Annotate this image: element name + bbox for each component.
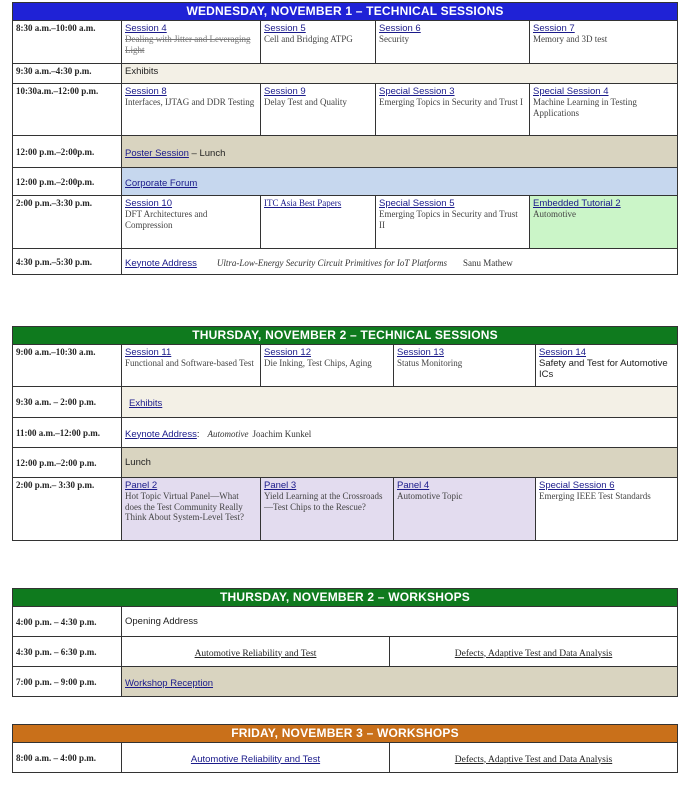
panel-desc: Yield Learning at the Crossroads—Test Chips to the Rescue? <box>264 491 383 512</box>
thursday-workshops-schedule <box>12 588 677 697</box>
time-cell: 12:00 p.m.–2:00p.m. <box>13 168 122 196</box>
keynote-speaker: Sanu Mathew <box>462 257 513 268</box>
time-cell: 8:30 a.m.–10:00 a.m. <box>13 21 122 64</box>
time-cell: 12:00 p.m.–2:00 p.m. <box>13 448 122 478</box>
poster-session-link[interactable]: Poster Session <box>125 147 189 159</box>
session-desc: Status Monitoring <box>397 358 463 368</box>
wednesday-table <box>12 2 678 275</box>
keynote-speaker: Joachim Kunkel <box>252 428 312 439</box>
panel-3-link[interactable]: Panel 3 <box>264 480 297 491</box>
session-7-link[interactable]: Session 7 <box>533 23 575 34</box>
corporate-forum-link[interactable]: Corporate Forum <box>125 177 198 189</box>
friday-workshops-schedule <box>12 724 677 773</box>
keynote-title: Ultra-Low-Energy Security Circuit Primitives for IoT Platforms <box>216 257 447 268</box>
workshop-reception-link[interactable]: Workshop Reception <box>125 677 214 689</box>
time-cell: 4:30 p.m.–5:30 p.m. <box>13 249 122 275</box>
panel-cell <box>394 478 536 541</box>
keynote-link[interactable]: Keynote Address <box>125 257 197 269</box>
session-4-link[interactable]: Session 4 <box>125 23 167 34</box>
session-cell <box>261 196 376 249</box>
defects-adaptive-test-link[interactable]: Defects, Adaptive Test and Data Analysis <box>454 648 613 659</box>
friday-workshops-header: FRIDAY, NOVEMBER 3 – WORKSHOPS <box>13 725 678 743</box>
automotive-reliability-link[interactable]: Automotive Reliability and Test <box>194 648 317 659</box>
session-cell <box>376 84 530 136</box>
time-cell: 9:30 a.m. – 2:00 p.m. <box>13 387 122 418</box>
special-session-5-link[interactable]: Special Session 5 <box>379 198 455 209</box>
session-cell <box>261 84 376 136</box>
special-session-4-link[interactable]: Special Session 4 <box>533 86 609 97</box>
time-cell: 8:00 a.m. – 4:00 p.m. <box>13 743 122 773</box>
time-cell: 4:00 p.m. – 4:30 p.m. <box>13 607 122 637</box>
session-cell <box>261 345 394 387</box>
lunch-label: Lunch <box>199 147 226 159</box>
keynote-link[interactable]: Keynote Address <box>125 428 197 440</box>
workshop-cell <box>390 637 678 667</box>
session-cell <box>376 21 530 64</box>
time-cell: 9:30 a.m.–4:30 p.m. <box>13 64 122 84</box>
special-session-6-link[interactable]: Special Session 6 <box>539 480 615 491</box>
special-session-3-link[interactable]: Special Session 3 <box>379 86 455 97</box>
time-cell: 2:00 p.m.– 3:30 p.m. <box>13 478 122 541</box>
session-13-link[interactable]: Session 13 <box>397 347 445 358</box>
session-cell <box>530 196 678 249</box>
poster-lunch-cell <box>122 136 678 168</box>
reception-cell <box>122 667 678 697</box>
defects-adaptive-test-link[interactable]: Defects, Adaptive Test and Data Analysis <box>454 754 613 765</box>
session-11-link[interactable]: Session 11 <box>125 347 172 358</box>
opening-address-cell: Opening Address <box>122 607 678 637</box>
session-cell <box>536 345 678 387</box>
session-cell <box>376 196 530 249</box>
session-desc: Interfaces, IJTAG and DDR Testing <box>125 97 255 107</box>
exhibits-link[interactable]: Exhibits <box>129 398 163 409</box>
session-cell <box>122 21 261 64</box>
session-5-link[interactable]: Session 5 <box>264 23 306 34</box>
keynote-cell <box>122 418 678 448</box>
workshop-cell <box>122 743 390 773</box>
session-desc: Automotive <box>533 209 576 219</box>
panel-4-link[interactable]: Panel 4 <box>397 480 430 491</box>
session-desc: Emerging Topics in Security and Trust II <box>379 209 518 230</box>
session-desc: Delay Test and Quality <box>264 97 347 107</box>
session-desc: Security <box>379 34 409 44</box>
session-desc: Functional and Software-based Test <box>125 358 254 368</box>
session-cell <box>122 84 261 136</box>
session-9-link[interactable]: Session 9 <box>264 86 306 97</box>
session-desc: Die Inking, Test Chips, Aging <box>264 358 372 368</box>
session-cell <box>530 84 678 136</box>
session-desc: Machine Learning in Testing Applications <box>533 97 637 118</box>
time-cell: 7:00 p.m. – 9:00 p.m. <box>13 667 122 697</box>
thursday-workshops-table <box>12 588 678 697</box>
session-desc: Cell and Bridging ATPG <box>264 34 353 44</box>
time-cell: 4:30 p.m. – 6:30 p.m. <box>13 637 122 667</box>
session-cell <box>122 196 261 249</box>
session-desc: Emerging Topics in Security and Trust I <box>379 97 524 107</box>
time-cell: 12:00 p.m.–2:00p.m. <box>13 136 122 168</box>
thursday-tech-header: THURSDAY, NOVEMBER 2 – TECHNICAL SESSIONS <box>13 327 678 345</box>
time-cell: 2:00 p.m.–3:30 p.m. <box>13 196 122 249</box>
panel-desc: Hot Topic Virtual Panel—What does the Test Community Really Think About System-Level Test? <box>125 491 244 522</box>
keynote-cell <box>122 249 678 275</box>
wednesday-schedule <box>12 2 677 275</box>
session-8-link[interactable]: Session 8 <box>125 86 167 97</box>
session-desc: Emerging IEEE Test Standards <box>539 491 651 501</box>
session-14-link[interactable]: Session 14 <box>539 347 587 358</box>
workshop-cell <box>122 637 390 667</box>
time-cell: 9:00 a.m.–10:30 a.m. <box>13 345 122 387</box>
session-cell <box>122 345 261 387</box>
embedded-tutorial-2-link[interactable]: Embedded Tutorial 2 <box>533 198 621 209</box>
friday-workshops-table <box>12 724 678 773</box>
separator: : <box>196 428 200 440</box>
session-6-link[interactable]: Session 6 <box>379 23 421 34</box>
automotive-reliability-link[interactable]: Automotive Reliability and Test <box>190 753 321 765</box>
session-desc: Safety and Test for Automotive ICs <box>539 358 668 380</box>
thursday-workshops-header: THURSDAY, NOVEMBER 2 – WORKSHOPS <box>13 589 678 607</box>
exhibits-cell <box>122 387 678 418</box>
session-desc: Dealing with Jitter and Leveraging Light <box>125 34 251 55</box>
keynote-title: Automotive <box>207 428 249 439</box>
panel-2-link[interactable]: Panel 2 <box>125 480 158 491</box>
time-cell: 11:00 a.m.–12:00 p.m. <box>13 418 122 448</box>
wednesday-header: WEDNESDAY, NOVEMBER 1 – TECHNICAL SESSIONS <box>13 3 678 21</box>
panel-desc: Automotive Topic <box>397 491 463 501</box>
time-cell: 10:30a.m.–12:00 p.m. <box>13 84 122 136</box>
session-10-link[interactable]: Session 10 <box>125 198 173 209</box>
session-cell <box>530 21 678 64</box>
session-cell <box>261 21 376 64</box>
itc-asia-link[interactable]: ITC Asia Best Papers <box>264 198 342 208</box>
corporate-forum-cell <box>122 168 678 196</box>
session-desc: Memory and 3D test <box>533 34 608 44</box>
thursday-tech-table <box>12 326 678 541</box>
session-cell <box>536 478 678 541</box>
session-12-link[interactable]: Session 12 <box>264 347 312 358</box>
separator: – <box>188 147 200 159</box>
lunch-cell: Lunch <box>122 448 678 478</box>
session-desc: DFT Architectures and Compression <box>125 209 208 230</box>
session-cell <box>394 345 536 387</box>
thursday-tech-schedule <box>12 326 677 541</box>
exhibits-cell: Exhibits <box>122 64 678 84</box>
workshop-cell <box>390 743 678 773</box>
panel-cell <box>261 478 394 541</box>
panel-cell <box>122 478 261 541</box>
